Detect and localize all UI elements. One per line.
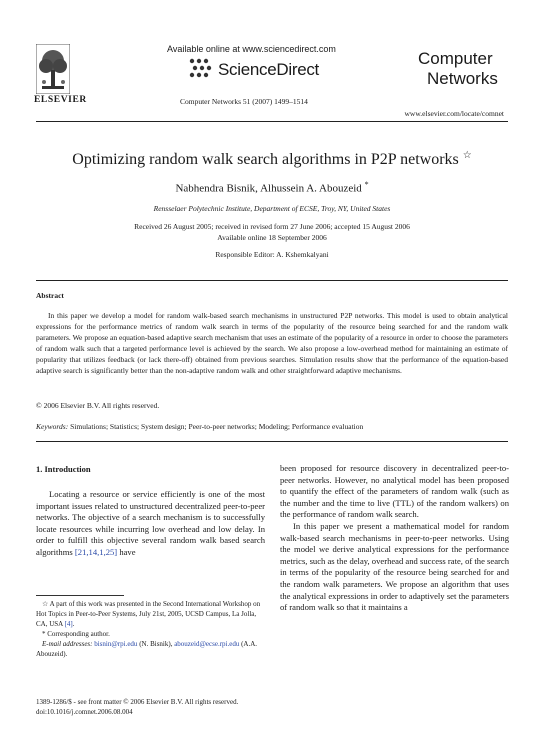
abstract-bottom-rule (36, 441, 508, 442)
intro-right-paragraph-1: been proposed for resource discovery in decentralized peer-to-peer networks. However, no analytical model has been proposed to quantify the effect of the parameters of random walk (such as the number and the time to live (TTL) of the random walkers) on the performance of random walk search. (280, 463, 509, 520)
left-column-text (36, 489, 265, 559)
dates-received: Received 26 August 2005; received in revised form 27 June 2006; accepted 15 August 2006 (134, 222, 410, 231)
sciencedirect-dots-icon (188, 57, 216, 81)
intro-left-tail: have (117, 546, 136, 557)
journal-logo-line2: Networks (427, 69, 498, 88)
available-online-text[interactable]: Available online at www.sciencedirect.com (167, 44, 336, 54)
author-list (0, 180, 544, 195)
email-end: (A.A. Abouzeid). (36, 640, 258, 658)
footnote-rule (36, 595, 124, 596)
copyright-line: © 2006 Elsevier B.V. All rights reserved. (36, 401, 160, 410)
email-label: E-mail addresses: (42, 640, 93, 648)
title-footnote-mark[interactable]: ☆ (462, 150, 472, 161)
authors-text: Nabhendra Bisnik, Alhussein A. Abouzeid (175, 182, 362, 195)
abstract-body: In this paper we develop a model for random walk-based search mechanisms in unstructured P2P networks. This model is used to obtain analytical expressions for the performance metrics of random walk search in terms of the popularity of the resource being searched for and the random walk parameters. We propose an equation-based adaptive search mechanism that uses an estimate of the popularity of a resource in order to choose the parameters of random walk such that a targeted performance level is achieved by the search. We also propose a low-overhead method for maintaining an estimate of popularity that utilizes feedback (or lack there-off) obtained from previous searches. Simulation results show that the performance of the equation-based adaptive search is significantly better than the non-adaptive random walk and other straightforward adaptive mechanisms. (36, 311, 508, 375)
journal-citation: Computer Networks 51 (2007) 1499–1514 (180, 97, 308, 106)
email-link-1[interactable]: bisnin@rpi.edu (94, 640, 138, 648)
publisher-name: ELSEVIER (34, 95, 87, 105)
right-column-text (280, 463, 509, 614)
keywords-label: Keywords: (36, 422, 69, 431)
header-rule (36, 121, 508, 122)
title-text: Optimizing random walk search algorithms in P2P networks (72, 151, 459, 168)
footnote-2 (36, 629, 265, 639)
email-mid: (N. Bisnik), (137, 640, 175, 648)
elsevier-tree-logo (36, 44, 70, 94)
intro-right-paragraph-2: In this paper we present a mathematical model for random walk-based search mechanisms in peer-to-peer networks. Using the model we derive analytical expressions for the performance metrics, such as the delay, overhead and success rate, of the search in terms of the popularity of the resource being searched for and the random walk parameters. We propose an algorithm that uses the analytical expressions in order to adaptively set the parameters of random walk so that it maintains a (280, 520, 509, 613)
intro-left-paragraph: Locating a resource or service efficiently is one of the most important issues related to unstructured decentralized peer-to-peer networks. The objective of a search mechanism is to successfully locate resources while incurring low overhead and low delay. In order to fulfill this objective several random walk based search algorithms (36, 489, 265, 557)
journal-logo-line1: Computer (418, 49, 493, 68)
citation-link[interactable]: [21,14,1,25] (74, 546, 118, 557)
footnote-2-mark: * (42, 630, 46, 638)
footnote-email (36, 639, 265, 659)
responsible-editor: Responsible Editor: A. Kshemkalyani (215, 250, 329, 259)
keywords-line (36, 422, 363, 431)
sciencedirect-brand: ScienceDirect (218, 60, 319, 79)
footnote-2-text: Corresponding author. (45, 630, 110, 638)
footnote-1-citation[interactable]: [4] (64, 620, 73, 628)
affiliation: Rensselaer Polytechnic Institute, Department of ECSE, Troy, NY, United States (153, 204, 391, 213)
dates-online: Available online 18 September 2006 (217, 233, 327, 242)
issn-line: 1389-1286/$ - see front matter © 2006 Elsevier B.V. All rights reserved. (36, 698, 239, 706)
footnote-1-end: . (72, 620, 75, 628)
section-heading: 1. Introduction (36, 464, 91, 474)
keywords-text: Simulations; Statistics; System design; Peer-to-peer networks; Modeling; Performance evaluation (70, 422, 364, 431)
abstract-heading: Abstract (36, 291, 64, 300)
footnote-1-mark: ☆ (42, 600, 49, 608)
issn-block (36, 697, 238, 717)
article-title (0, 150, 544, 169)
abstract-top-rule (36, 280, 508, 281)
email-link-2[interactable]: abouzeid@ecse.rpi.edu (174, 640, 240, 648)
article-dates (0, 221, 544, 243)
doi-line[interactable]: doi:10.1016/j.comnet.2006.08.004 (36, 708, 133, 716)
footnote-1 (36, 599, 265, 629)
journal-url[interactable]: www.elsevier.com/locate/comnet (404, 109, 504, 118)
author-footnote-mark[interactable]: * (364, 180, 369, 189)
footnote-1-text: A part of this work was presented in the Second International Workshop on Hot Topics in Peer-to-Peer Systems, July 21st, 2005, UCSD Campus, La Jolla, CA, USA (36, 600, 261, 628)
